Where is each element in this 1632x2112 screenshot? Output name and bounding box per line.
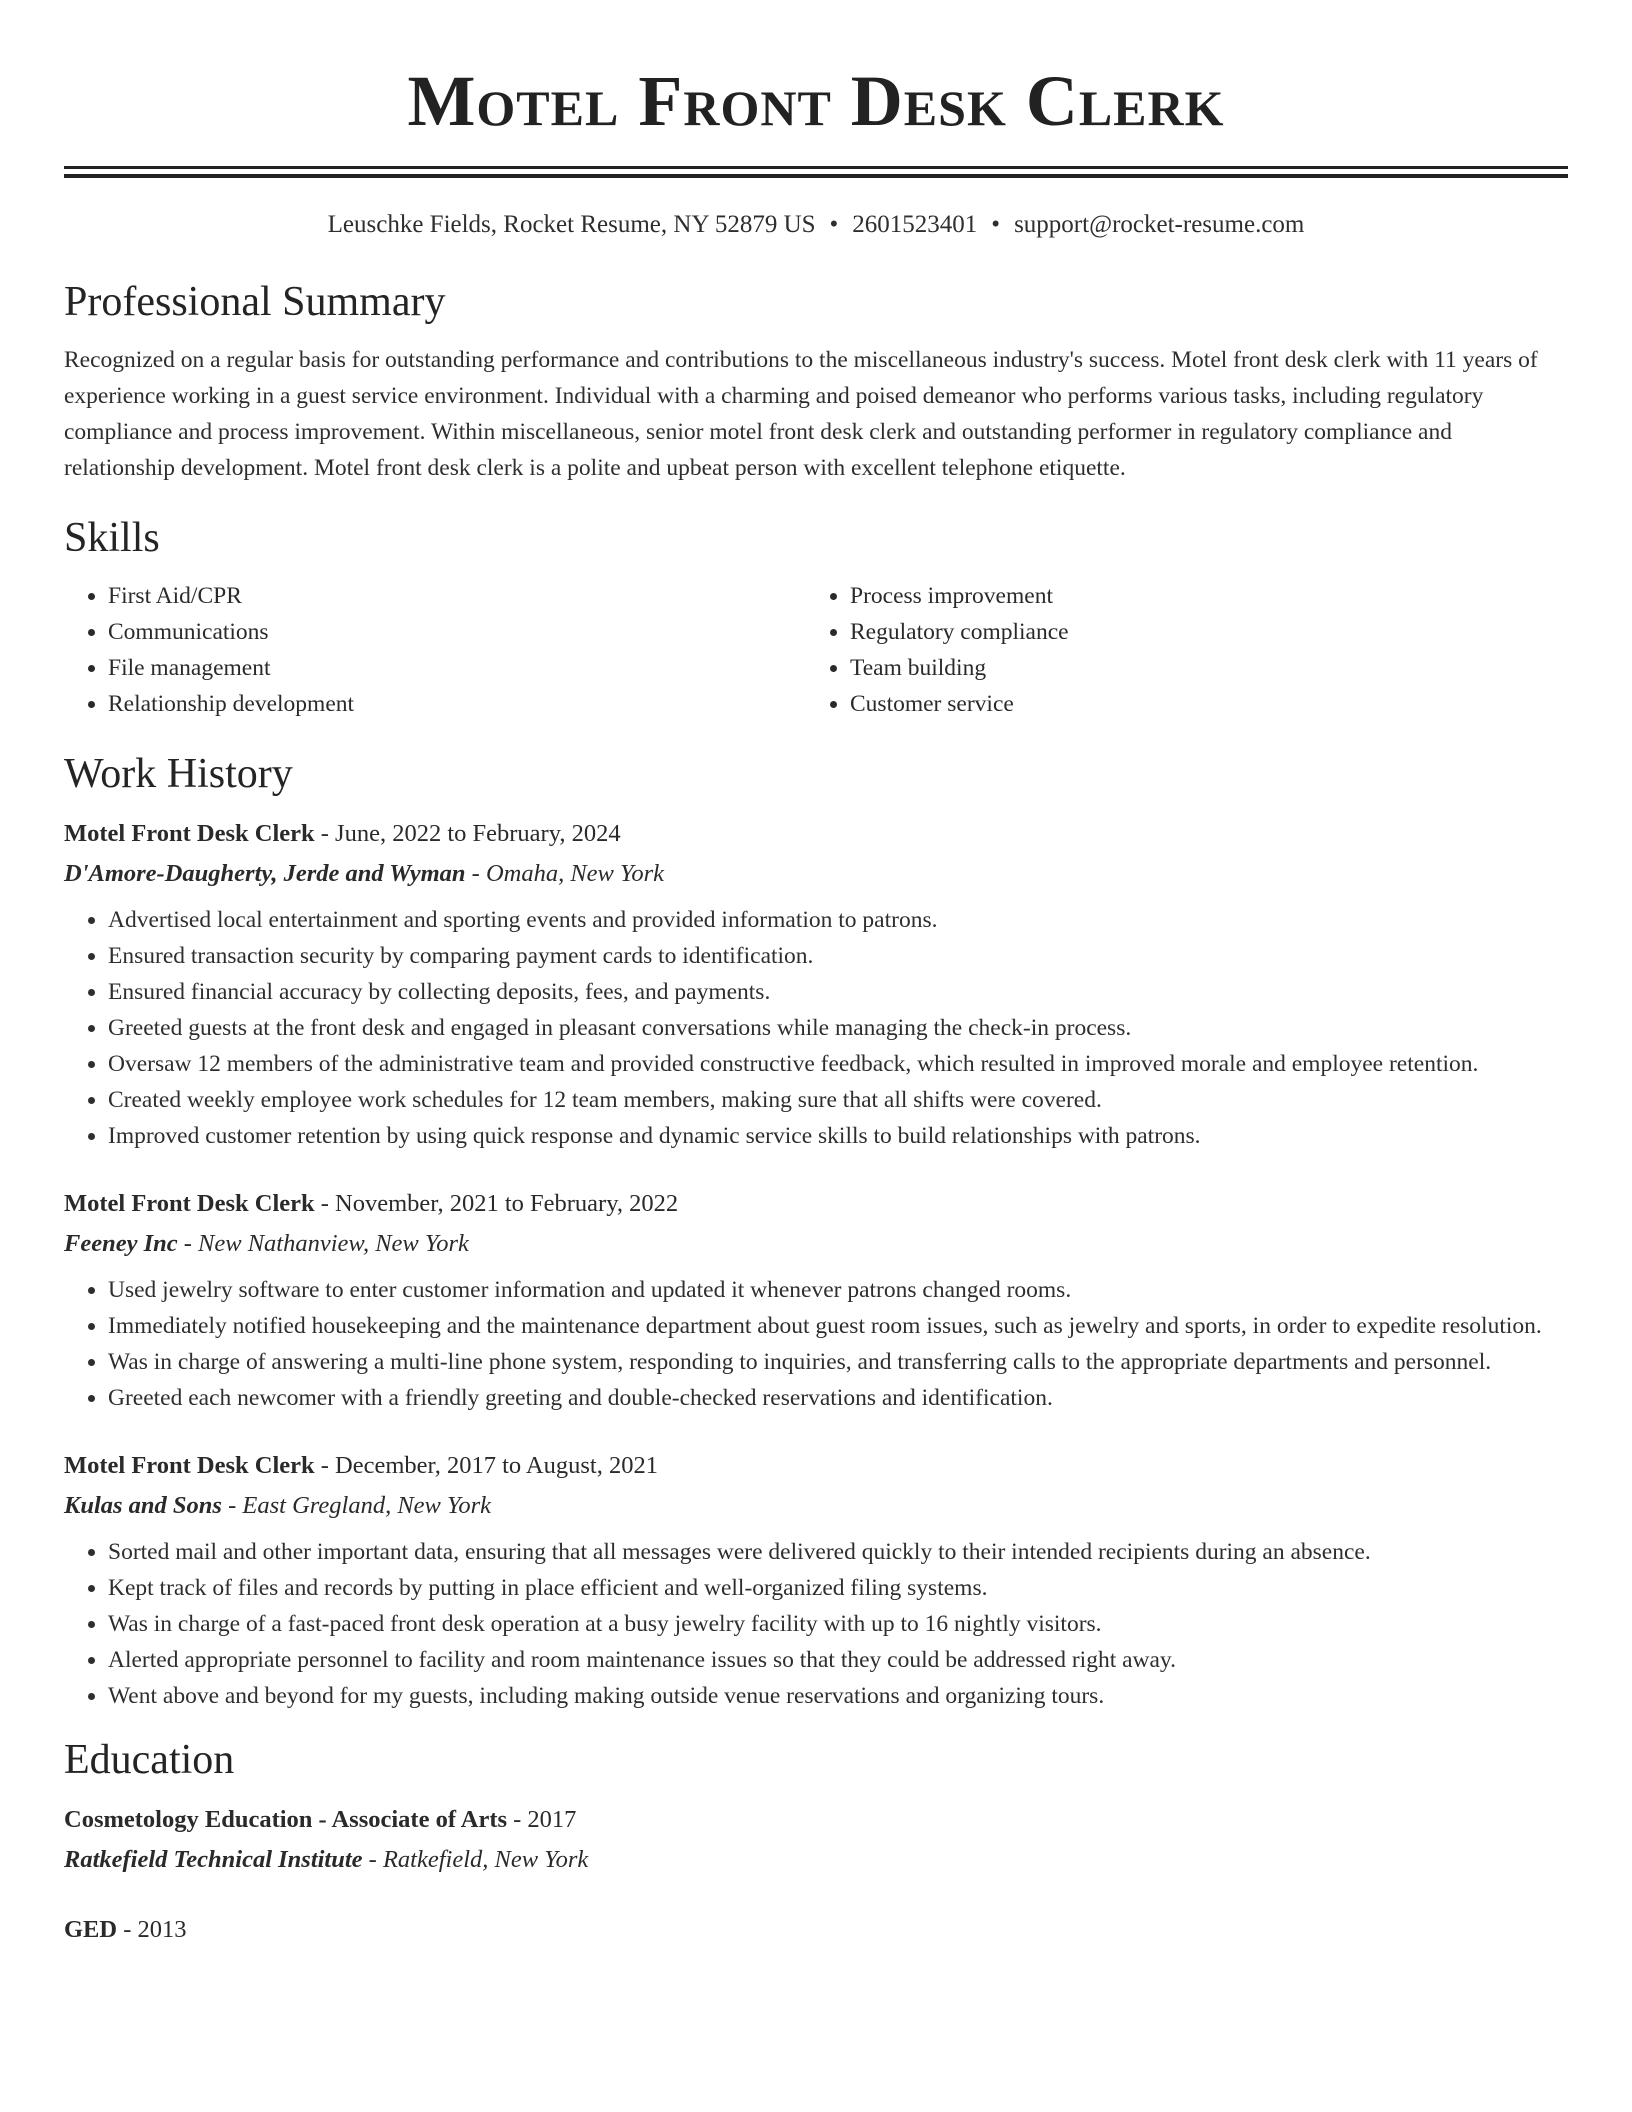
job-bullet: • Was in charge of a fast-paced front desk operation at a busy jewelry facility with up to 16 nightly visitors. [108,1606,1568,1642]
education-entry [64,1800,1568,1880]
skill-item: • Team building [850,650,1548,686]
education-degree: Cosmetology Education - Associate of Arts [64,1806,508,1833]
education-location: - Ratkefield, New York [362,1846,589,1873]
skills-column-right [806,578,1548,722]
job-title: Motel Front Desk Clerk [64,1452,315,1479]
job-title-line [64,1446,1568,1486]
job-location: - East Gregland, New York [221,1492,492,1519]
job-bullet: • Oversaw 12 members of the administrative team and provided constructive feedback, which resulted in improved morale and employee retention. [108,1046,1568,1082]
job-location: - New Nathanview, New York [177,1230,469,1257]
education-school-line [64,1840,1568,1880]
job-location: - Omaha, New York [465,860,665,887]
skill-item: • Process improvement [850,578,1548,614]
education-year: - 2013 [117,1916,187,1943]
job-bullet: • Kept track of files and records by putting in place efficient and well-organized filing systems. [108,1570,1568,1606]
job-entry [64,1184,1568,1416]
skill-item: • Regulatory compliance [850,614,1548,650]
education-degree: GED [64,1916,118,1943]
summary-heading: Professional Summary [64,279,446,325]
job-bullet: • Used jewelry software to enter customer information and updated it whenever patrons changed rooms. [108,1272,1568,1308]
job-bullet: • Greeted each newcomer with a friendly greeting and double-checked reservations and identification. [108,1380,1568,1416]
skill-item: • Relationship development [108,686,806,722]
contact-phone: 2601523401 [852,211,978,238]
skill-item: • Communications [108,614,806,650]
job-title: Motel Front Desk Clerk [64,820,315,847]
skill-item: • File management [108,650,806,686]
contact-address: Leuschke Fields, Rocket Resume, NY 52879 US [327,211,816,238]
job-entry [64,1446,1568,1714]
contact-email: support@rocket-resume.com [1014,211,1305,238]
education-year: - 2017 [507,1806,577,1833]
job-bullet: • Greeted guests at the front desk and engaged in pleasant conversations while managing the check-in process. [108,1010,1568,1046]
job-bullet: • Sorted mail and other important data, ensuring that all messages were delivered quickly to their intended recipients during an absence. [108,1534,1568,1570]
skill-item: • First Aid/CPR [108,578,806,614]
work-history-heading: Work History [64,751,293,797]
job-bullet: • Advertised local entertainment and sporting events and provided information to patrons. [108,902,1568,938]
job-title-line [64,814,1568,854]
job-bullets [64,1272,1568,1416]
job-title-line [64,1184,1568,1224]
job-bullets [64,902,1568,1154]
job-bullet: • Created weekly employee work schedules for 12 team members, making sure that all shifts were covered. [108,1082,1568,1118]
skill-item: • Customer service [850,686,1548,722]
education-school: Ratkefield Technical Institute [64,1846,363,1873]
education-entry [64,1910,1568,1950]
skills-heading: Skills [64,515,160,561]
job-dates: - June, 2022 to February, 2024 [314,820,621,847]
job-dates: - November, 2021 to February, 2022 [314,1190,679,1217]
title-divider [64,166,1568,178]
job-bullet: • Ensured transaction security by comparing payment cards to identification. [108,938,1568,974]
job-entry [64,814,1568,1154]
contact-separator: • [991,211,1001,238]
page-title: Motel Front Desk Clerk [407,61,1225,141]
job-bullets [64,1534,1568,1714]
job-company: Kulas and Sons [64,1492,222,1519]
summary-text: Recognized on a regular basis for outstanding performance and contributions to the miscellaneous industry's success. Motel front desk clerk with 11 years of experience working in a guest service environment. Individual with a charming and poised demeanor who performs various tasks, including regulatory compliance and process improvement. Within miscellaneous, senior motel front desk clerk and outstanding performer in regulatory compliance and relationship development. Motel front desk clerk is a polite and upbeat person with excellent telephone etiquette. [64,347,1538,481]
contact-line [64,208,1568,242]
education-degree-line [64,1910,1568,1950]
contact-separator: • [829,211,839,238]
job-bullet: • Improved customer retention by using quick response and dynamic service skills to build relationships with patrons. [108,1118,1568,1154]
job-company-line [64,1224,1568,1264]
job-bullet: • Was in charge of answering a multi-line phone system, responding to inquiries, and transferring calls to the appropriate departments and personnel. [108,1344,1568,1380]
job-company: D'Amore-Daugherty, Jerde and Wyman [64,860,466,887]
skills-column-left [64,578,806,722]
job-bullet: • Alerted appropriate personnel to facility and room maintenance issues so that they could be addressed right away. [108,1642,1568,1678]
job-dates: - December, 2017 to August, 2021 [314,1452,658,1479]
job-title: Motel Front Desk Clerk [64,1190,315,1217]
job-company: Feeney Inc [64,1230,178,1257]
job-bullet: • Went above and beyond for my guests, including making outside venue reservations and organizing tours. [108,1678,1568,1714]
job-company-line [64,854,1568,894]
education-heading: Education [64,1737,235,1783]
job-bullet: • Ensured financial accuracy by collecting deposits, fees, and payments. [108,974,1568,1010]
job-company-line [64,1486,1568,1526]
job-bullet: • Immediately notified housekeeping and the maintenance department about guest room issues, such as jewelry and sports, in order to expedite resolution. [108,1308,1568,1344]
skills-list [64,578,1568,722]
education-degree-line [64,1800,1568,1840]
